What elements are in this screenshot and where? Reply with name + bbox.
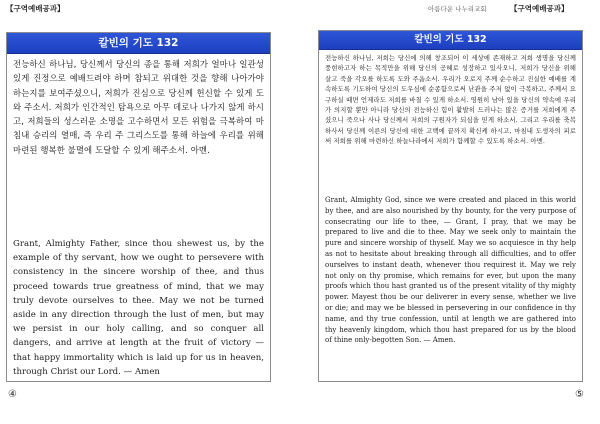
page-number: ⑤ — [575, 389, 584, 400]
korean-prayer-text: 전능하신 하나님, 저희는 당신에 의해 창조되어 이 세상에 존재하고 저희 생명을 당신께 풍현하고자 하는 목적만을 위해 당신의 공혜로 성장하고 있사오니, 저희가 당신을 위해 살고 죽을 각오를 하도록 도와 주옵소서. 우리가 오로지 주께 순수하고 진실한 예배를 계속하도록 기도하여 당신의 도우심에 순종함으로써 난관을 주저 없이 극복하고, 주께서 요구하실 때면 언제라도 저희를 바칠 수 있게 하소서. 영원히 남아 있을 당신의 약속에 우리가 의지할 뿐만 아니라 당신의 전능하신 힘이 활발히 드러나는 많은 증거를 저희에게 주셨으니 죽으나 사나 당신께서 저희의 구원자가 되심을 믿게 하소서. 그리고 우리를 축복하사서 당신께 이른의 당신에 대한 고백에 끝까지 확신케 하시고, 마침내 도생자의 피로써 저희를 위해 마련하신 하늘나라에서 저희가 함께할 수 있도록 하소서. 아멘. — [325, 54, 576, 146]
korean-prayer-text: 전능하신 하나님, 당신께서 당신의 종을 통해 저희가 얼마나 일관성 있게 진정으로 예배드려야 하며 참되고 위대한 것을 향해 나아가야 하는지를 보여주셨으니, 저희가 진심으로 당신께 헌신할 수 있게 도와 주소서. 저희가 인간적인 탐욕으로 아무 데로나 나가지 않게 하시고, 저희들의 성스러운 소명을 고수하면서 모든 위험을 극복하여 마침내 승리의 열매, 즉 우리 주 그리스도를 통해 하늘에 우리를 위해 마련된 행복한 불멸에 도달할 수 있게 해주소서. 아멘. — [13, 59, 264, 155]
prayer-title: 칼빈의 기도 132 — [319, 31, 582, 50]
page-number: ④ — [8, 389, 17, 400]
english-prayer-text: Grant, Almighty God, since we were created and placed in this world by thee, and are also nourished by thy bounty, for the very purpose of consecrating our life to thee, — Grant, I pray, that we may be prepared to live and die to thee. May we seek only to maintain the pure and sincere worship of thyself. May we so acquiesce in thy help as not to hesitate about breaking through all difficulties, and to offer ourselves to instant death, whenever thou requirest it. May we rely not only on thy promise, which remains for ever, but upon the many proofs which thou hast granted us of the present vitality of thy mighty power. Mayest thou be our deliverer in every sense, whether we live or die; and may we be blessed in persevering in our confidence in thy name, and thy true confession, until at length we are gathered into thy heavenly kingdom, which thou hast prepared for us by the blood of thine only-begotten Son. — Amen. — [325, 196, 576, 345]
prayer-card — [318, 30, 583, 382]
english-prayer-text: Grant, Almighty Father, since thou shewest us, by the example of thy servant, how we ought to persevere with consistency in the sincere worship of thee, and thus proceed towards true greatness of mind, that we may truly devote ourselves to thee. May we not be turned aside in any direction through the lust of men, but may we persist in our holy calling, and so conquer all dangers, and arrive at length at the fruit of victory — that happy immortality which is laid up for us in heaven, through Christ our Lord. — Amen — [13, 239, 264, 377]
section-tag: 【구역예배공과】 — [6, 4, 65, 13]
prayer-card — [6, 32, 271, 382]
section-tag: 【구역예배공과】 — [510, 4, 569, 13]
header-note: 아름다운 나누리교회 — [428, 5, 487, 13]
prayer-title: 칼빈의 기도 132 — [7, 33, 270, 54]
right-page — [300, 0, 600, 424]
